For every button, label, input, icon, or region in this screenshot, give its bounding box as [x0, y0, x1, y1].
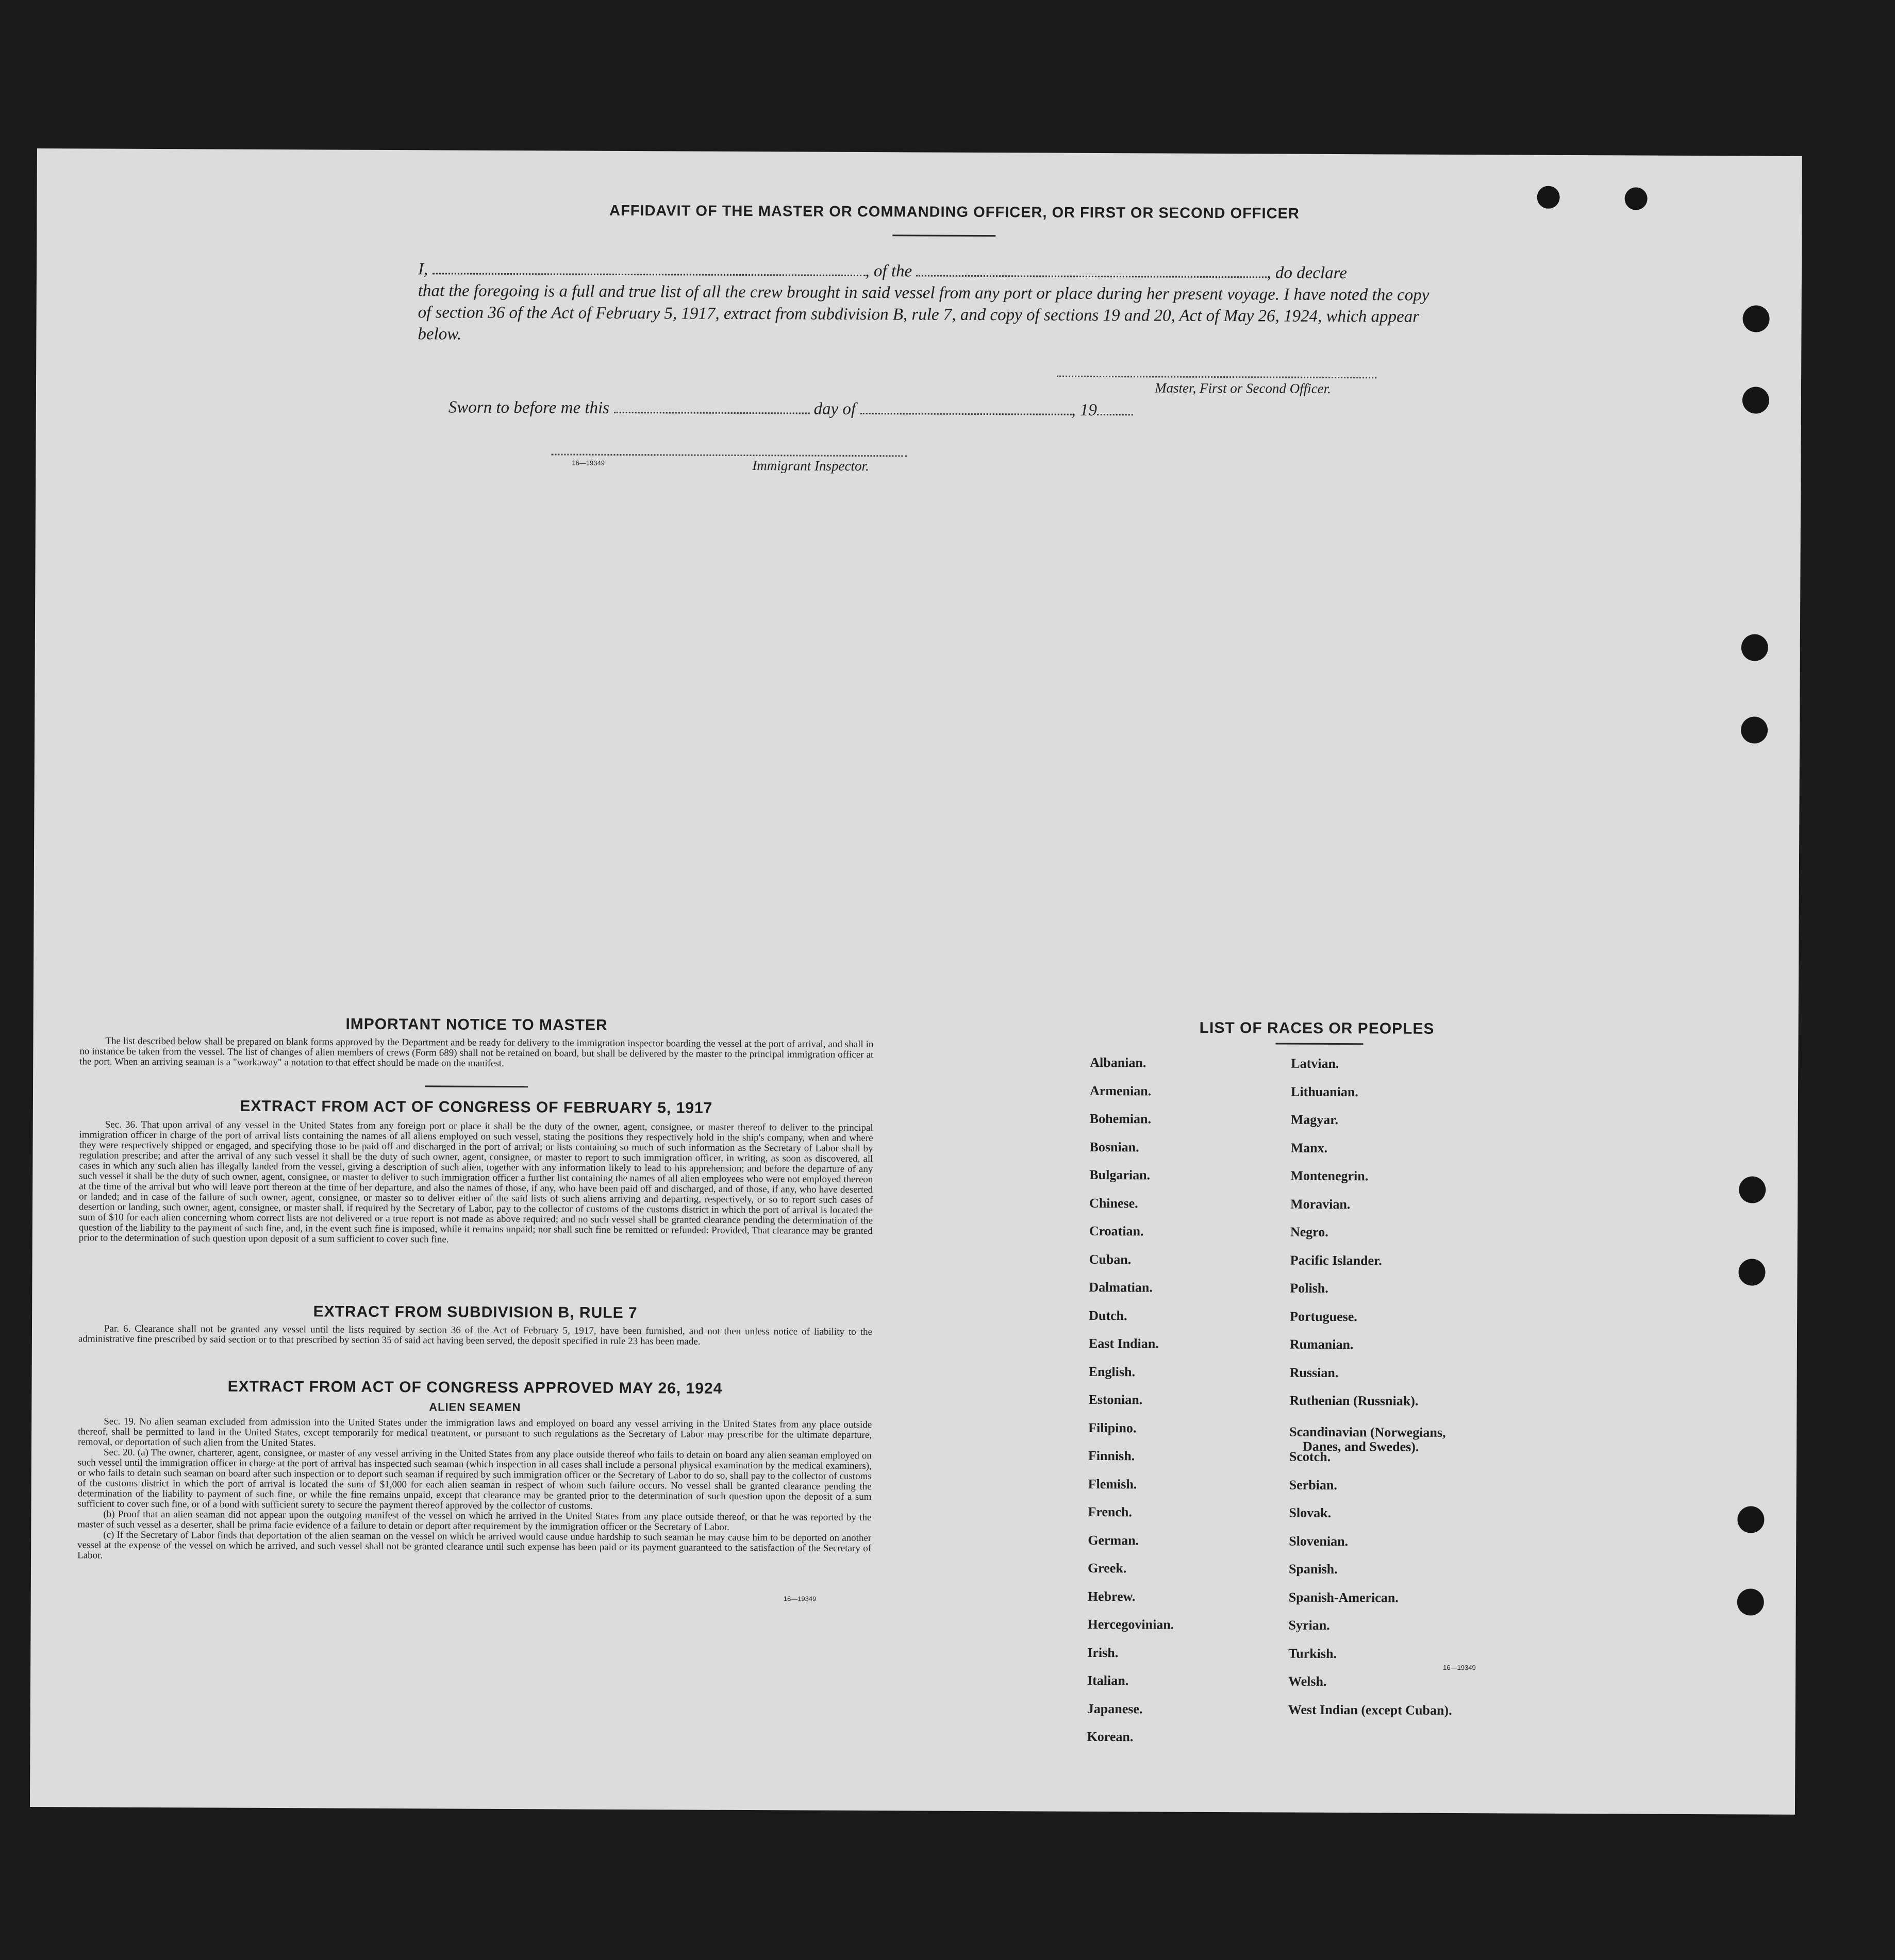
race-item: Bulgarian. [1089, 1167, 1151, 1183]
race-item: Chinese. [1089, 1195, 1138, 1211]
race-item: French. [1088, 1504, 1132, 1520]
sworn-day-of: day of [813, 399, 856, 418]
inspector-signature-line[interactable] [551, 454, 907, 457]
notice-paragraph: The list described below shall be prepared on blank forms approved by the Department and be ready for delivery to the immigration inspector boarding the vessel at the port of arrival, and shall in no instance be taken from the vessel. The list of changes of alien members of crews (Form 689) shall not be retained on board, but shall be delivered by the master to the principal immigration officer at the port. When an arriving seaman is a "workaway" a notation to that effect should be made on the manifest. [79, 1035, 874, 1069]
race-item: Bosnian. [1089, 1139, 1139, 1154]
race-item: Manx. [1290, 1140, 1328, 1155]
punch-hole [1737, 1506, 1764, 1533]
race-item: Irish. [1087, 1645, 1119, 1660]
declaration-body: that the foregoing is a full and true list of all the crew brought in said vessel from any port or place during her present voyage. I have noted the copy of section 36 of the Act of February 5, 1917, extract from subdivision B, rule 7, and copy of sections 19 and 20, Act of May 26, 1924, which appear below. [418, 281, 1429, 344]
act-1924-text [77, 1416, 872, 1564]
race-item: Bohemian. [1089, 1111, 1152, 1127]
sec-20c-paragraph: (c) If the Secretary of Labor finds that deportation of the alien seaman on the vessel on which he arrived would cause undue hardship to such seaman he may cause him to be deported on another vessel at the expense of the vessel on which he arrived, and such vessel shall not be granted clearance until such expense has been paid or its payment guaranteed to the satisfaction of the Secretary of Labor. [77, 1529, 872, 1561]
race-item: Polish. [1290, 1280, 1328, 1296]
rule-7-text [78, 1324, 872, 1348]
punch-hole [1738, 1259, 1765, 1285]
race-item: Negro. [1290, 1224, 1328, 1239]
master-signature-line[interactable] [1057, 376, 1376, 379]
race-item: Filipino. [1088, 1420, 1137, 1435]
race-item: Syrian. [1288, 1617, 1330, 1633]
notice-title: IMPORTANT NOTICE TO MASTER [345, 1015, 608, 1034]
race-item: Danes, and Swedes). [1302, 1438, 1419, 1454]
race-item: Finnish. [1088, 1448, 1135, 1464]
race-item: Montenegrin. [1290, 1168, 1369, 1184]
sec-19-paragraph: Sec. 19. No alien seaman excluded from admission into the United States under the immigration laws and employed on board any vessel arriving in the United States from any place outside thereof, shall be permitted to land in the United States, except temporarily for medical treatment, or pursuant to such regulations as the Secretary of Labor may prescribe for the ultimate departure, removal, or deportation of such alien from the United States. [78, 1416, 872, 1449]
race-item: English. [1088, 1364, 1136, 1379]
sworn-year-field[interactable] [1097, 414, 1133, 415]
rule-7-title: EXTRACT FROM SUBDIVISION B, RULE 7 [313, 1303, 638, 1322]
act-1917-title: EXTRACT FROM ACT OF CONGRESS OF FEBRUARY 5, 1917 [240, 1097, 713, 1117]
sec-20a-paragraph: Sec. 20. (a) The owner, charterer, agent, consignee, or master of any vessel arriving in the United States from any place outside thereof who fails to detain on board any alien seaman employed on such vessel until the immigration officer in charge at the port of arrival has inspected such seaman (which inspection in all cases shall include a personal physical examination by the medical examiners), or who fails to detain such seaman on board after such inspection or to deport such seaman if required by such immigration officer or the Secretary of Labor to do so, shall pay to the collector of customs of the customs district in which the port of arrival is located the sum of $1,000 for each alien seaman in respect of whom such failure occurs. No vessel shall be granted clearance pending the determination of the liability to payment of such fine, or while the fine remains unpaid, except that clearance may be granted prior to the determination of such question upon the deposit of a sum sufficient to cover such fine, or of a bond with sufficient surety to secure the payment thereof approved by the collector of customs. [77, 1447, 872, 1512]
form-number: 16—19349 [1443, 1663, 1476, 1672]
punch-hole [1742, 387, 1769, 413]
race-item: Pacific Islander. [1290, 1252, 1382, 1268]
sworn-prefix: Sworn to before me this [448, 398, 610, 417]
punch-hole [1739, 1176, 1766, 1203]
race-item: Ruthenian (Russniak). [1289, 1393, 1419, 1409]
race-item: Korean. [1087, 1729, 1134, 1745]
race-item: Scotch. [1289, 1449, 1331, 1464]
rule-7-paragraph: Par. 6. Clearance shall not be granted any vessel until the lists required by section 36 of the Act of February 5, 1917, have been furnished, and not then unless notice of liability to the administrative fine prescribed by said section or to that prescribed by section 35 of said act having been served, the deposit specified in rule 23 has been made. [78, 1323, 873, 1347]
sworn-line [448, 396, 1222, 422]
form-number: 16—19349 [783, 1595, 817, 1603]
master-caption: Master, First or Second Officer. [1154, 380, 1332, 396]
document-page [30, 148, 1802, 1815]
sworn-day-field[interactable] [613, 412, 809, 414]
punch-hole [1625, 187, 1648, 210]
punch-hole [1741, 716, 1768, 743]
race-item: Hercegovinian. [1087, 1616, 1174, 1632]
sec-20b-paragraph: (b) Proof that an alien seaman did not appear upon the outgoing manifest of the vessel on which he arrived in the United States from any place outside thereof, or that he was reported by the master of such vessel as a deserter, shall be prima facie evidence of a failure to detain or deport after requirement by the immigration officer or the Secretary of Labor. [77, 1509, 872, 1533]
race-item: Russian. [1289, 1365, 1339, 1380]
race-item: Lithuanian. [1290, 1084, 1358, 1099]
race-item: German. [1088, 1532, 1139, 1548]
form-number: 16—19349 [572, 459, 605, 467]
punch-hole [1741, 634, 1768, 661]
act-1917-paragraph: Sec. 36. That upon arrival of any vessel in the United States from any foreign port or place it shall be the duty of the owner, agent, consignee, or master thereof to deliver to the principal immigration officer in charge of the port of arrival lists containing the names of all aliens employed on such vessel, stating the positions they respectively hold in the ship's company, when and where they were respectively shipped or engaged, and specifying those to be paid off and discharged in the port of arrival; or lists containing so much of such information as the Secretary of Labor shall by regulation prescribe; and after the arrival of any such vessel it shall be the duty of such owner, agent, consignee, or master to report to such immigration officer, in writing, as soon as discovered, all cases in which any such alien has illegally landed from the vessel, giving a description of such alien, together with any information likely to lead to his apprehension; and before the departure of any such vessel it shall be the duty of such owner, agent, consignee, or master to deliver to such immigration officer a further list containing the names of all alien employees who were not employed thereon at the time of the arrival but who will leave port thereon at the time of her departure, and also the names of those, if any, who have been paid off and discharged, and of those, if any, who have deserted or landed; and in case of the failure of such owner, agent, consignee, or master so to deliver either of the said lists of such aliens arriving and departing, respectively, or so to report such cases of desertion or landing, such owner, agent, consignee, or master shall, if required by the Secretary of Labor, pay to the collector of customs of the customs district in which the port of arrival is located the sum of $10 for each alien concerning whom correct lists are not delivered or a true report is not made as above required; and no such vessel shall be granted clearance pending the determination of the question of the liability to the payment of such fine, and, in the event such fine is imposed, while it remains unpaid; nor shall such fine be remitted or refunded: Provided, That clearance may be granted prior to the determination of such question upon deposit of a sum sufficient to cover such fine. [78, 1119, 873, 1245]
races-title: LIST OF RACES OR PEOPLES [1199, 1019, 1435, 1037]
race-item: Spanish-American. [1288, 1589, 1399, 1605]
race-item: Turkish. [1288, 1646, 1337, 1661]
race-item: East Indian. [1088, 1335, 1159, 1351]
race-item: Albanian. [1090, 1054, 1146, 1070]
race-item: Armenian. [1089, 1083, 1152, 1098]
race-item: Rumanian. [1289, 1336, 1354, 1352]
race-item: Cuban. [1089, 1251, 1132, 1267]
sworn-month-field[interactable] [860, 413, 1071, 415]
race-item: Slovak. [1289, 1505, 1332, 1520]
race-item: Croatian. [1089, 1223, 1144, 1239]
section-divider [425, 1085, 528, 1087]
race-item: Dalmatian. [1089, 1279, 1153, 1295]
notice-text [79, 1036, 873, 1070]
affidavit-title: AFFIDAVIT OF THE MASTER OR COMMANDING OFFICER, OR FIRST OR SECOND OFFICER [609, 202, 1300, 222]
race-item: Dutch. [1089, 1308, 1127, 1323]
race-item: Magyar. [1290, 1112, 1339, 1128]
officer-name-field[interactable] [432, 273, 865, 276]
race-item: Portuguese. [1290, 1309, 1357, 1324]
declaration-of-the: , of the [865, 262, 912, 281]
race-item: Latvian. [1291, 1056, 1339, 1071]
race-item: Welsh. [1288, 1673, 1327, 1689]
race-item: Moravian. [1290, 1196, 1351, 1212]
title-underline [892, 234, 995, 237]
race-item: Flemish. [1088, 1476, 1137, 1492]
race-item: Serbian. [1289, 1477, 1337, 1493]
race-item: Spanish. [1288, 1561, 1338, 1577]
declaration-end: , do declare [1267, 263, 1348, 283]
race-item: Scandinavian (Norwegians, [1289, 1424, 1446, 1440]
sworn-year: , 19 [1071, 400, 1097, 420]
act-1924-title: EXTRACT FROM ACT OF CONGRESS APPROVED MAY 26, 1924 [227, 1378, 723, 1397]
punch-hole [1742, 305, 1769, 332]
race-item: West Indian (except Cuban). [1288, 1702, 1452, 1718]
race-item: Estonian. [1088, 1392, 1143, 1408]
race-item: Japanese. [1087, 1701, 1143, 1716]
act-1924-subtitle: ALIEN SEAMEN [429, 1400, 521, 1414]
race-item: Hebrew. [1087, 1588, 1136, 1604]
vessel-name-field[interactable] [916, 275, 1267, 278]
inspector-caption: Immigrant Inspector. [752, 458, 869, 474]
declaration-start: I, [418, 260, 428, 279]
races-divider [1275, 1043, 1363, 1045]
act-1917-text [79, 1119, 873, 1247]
race-item: Slovenian. [1289, 1533, 1349, 1549]
race-item: Italian. [1087, 1672, 1129, 1688]
race-item: Greek. [1087, 1560, 1127, 1576]
punch-hole [1737, 1588, 1764, 1615]
punch-hole [1537, 186, 1560, 209]
